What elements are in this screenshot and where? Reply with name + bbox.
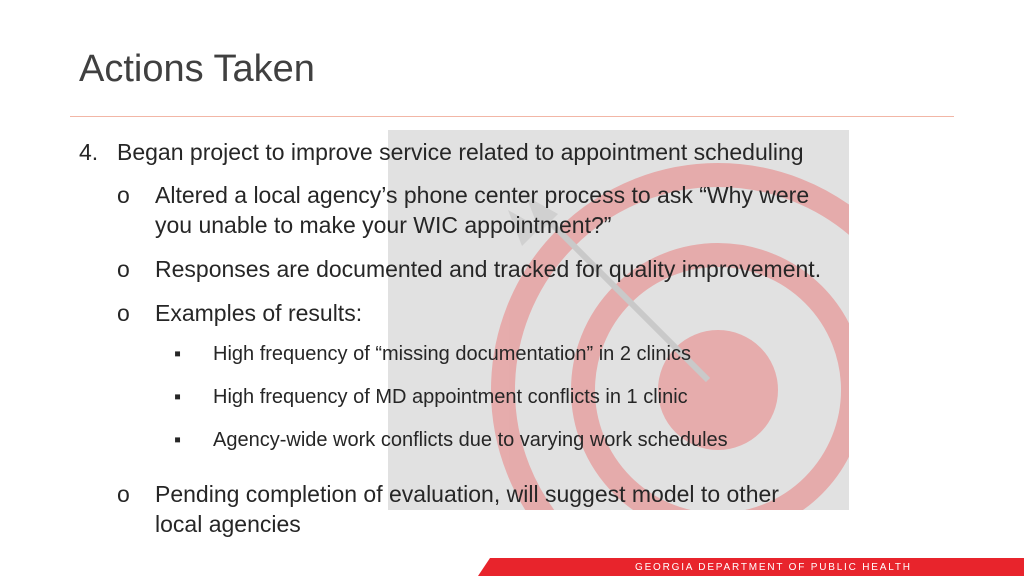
sub-item-text: local agencies	[155, 511, 301, 537]
footer-text: GEORGIA DEPARTMENT OF PUBLIC HEALTH	[635, 562, 912, 573]
square-bullet: ▪	[174, 386, 182, 408]
item-number: 4.	[79, 139, 99, 165]
sub-item-text: Altered a local agency’s phone center process to ask “Why were	[155, 182, 810, 208]
result-item: High frequency of “missing documentation” in 2 clinics	[213, 343, 691, 365]
sub-marker: o	[117, 182, 130, 208]
sub-marker: o	[117, 256, 130, 282]
sub-marker: o	[117, 481, 130, 507]
slide-title: Actions Taken	[79, 48, 315, 90]
sub-item-text: you unable to make your WIC appointment?”	[155, 212, 612, 238]
sub-item-text: Pending completion of evaluation, will suggest model to other	[155, 481, 779, 507]
square-bullet: ▪	[174, 343, 182, 365]
result-item: High frequency of MD appointment conflicts in 1 clinic	[213, 386, 688, 408]
square-bullet: ▪	[174, 429, 182, 451]
title-divider	[70, 116, 954, 117]
sub-item-text: Responses are documented and tracked for quality improvement.	[155, 256, 822, 282]
result-item: Agency-wide work conflicts due to varying work schedules	[213, 429, 728, 451]
sub-item-text: Examples of results:	[155, 300, 363, 326]
sub-marker: o	[117, 300, 130, 326]
item-text: Began project to improve service related to appointment scheduling	[117, 139, 804, 165]
